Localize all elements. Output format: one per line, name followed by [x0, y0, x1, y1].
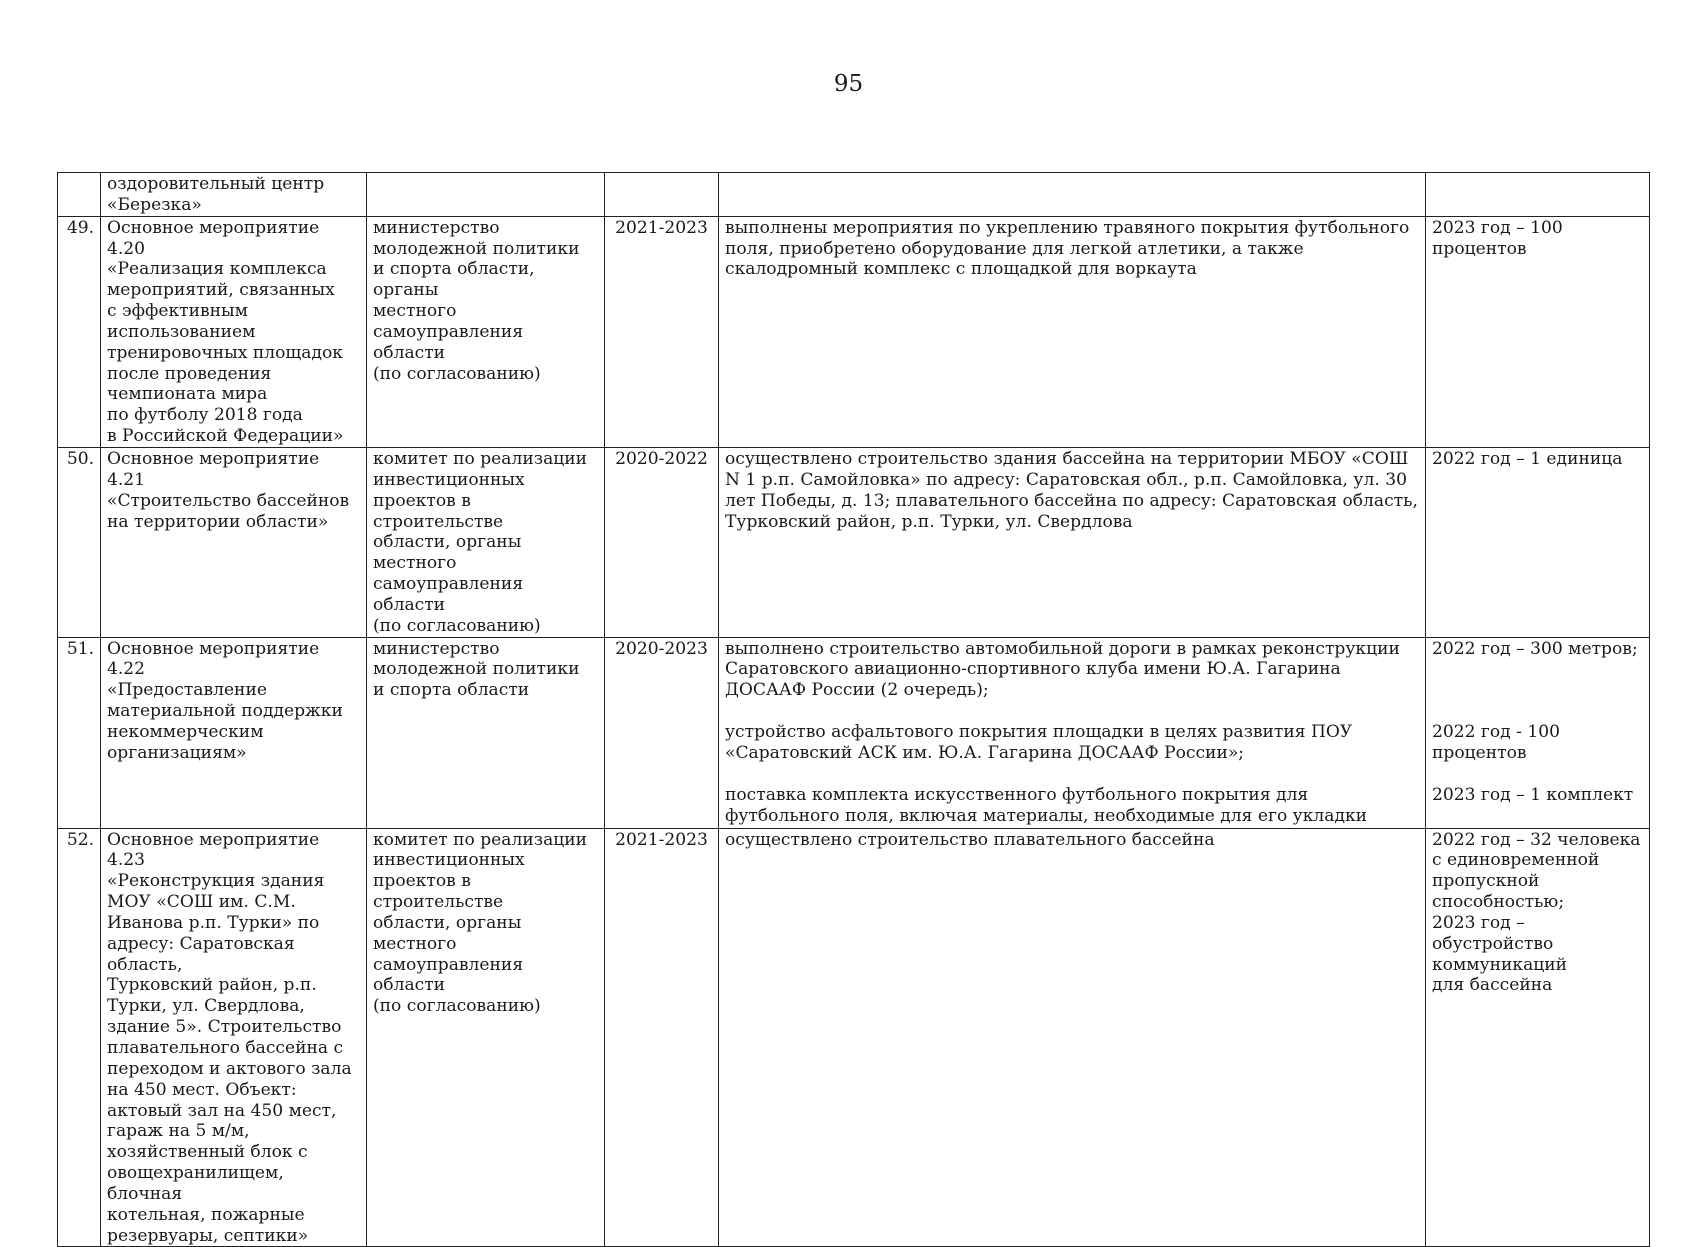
- executor-cell: министерство молодежной политики и спорта области: [367, 637, 605, 828]
- indicator-text: 2022 год – 1 единица: [1432, 448, 1623, 469]
- event-cell: Основное мероприятие 4.23 «Реконструкция здания МОУ «СОШ им. С.М. Иванова р.п. Турки» по адресу: Саратовская область, Турковский район, р.п. Турки, ул. Свердлова, здание 5». Строительство плавательного бассейна с переходом и актового зала на 450 мест. Объект: актовый зал на 450 мест, гараж на 5 м/м, хозяйственный блок с овощехранилищем, блочная котельная, пожарные резервуары, септики»: [101, 828, 367, 1247]
- period-cell: [605, 173, 719, 217]
- indicator-text: 2022 год - 100 процентов: [1432, 722, 1560, 763]
- period-cell: 2020-2023: [605, 637, 719, 828]
- event-cell: оздоровительный центр «Березка»: [101, 173, 367, 217]
- executor-cell: [367, 173, 605, 217]
- indicator-cell: [1426, 637, 1650, 828]
- indicator-cell: [1426, 173, 1650, 217]
- row-number: 51.: [58, 637, 101, 828]
- executor-cell: комитет по реализации инвестиционных проектов в строительстве области, органы местного самоуправления области (по согласованию): [367, 447, 605, 637]
- result-text: поставка комплекта искусственного футбольного покрытия для футбольного поля, включая материалы, необходимые для его укладки: [725, 784, 1368, 826]
- result-text: осуществлено строительство плавательного бассейна: [725, 829, 1215, 850]
- executor-cell: комитет по реализации инвестиционных проектов в строительстве области, органы местного самоуправления области (по согласованию): [367, 828, 605, 1247]
- result-text: [725, 174, 1420, 195]
- table-row: [58, 216, 1650, 447]
- indicator-cell: [1426, 828, 1650, 1247]
- indicator-text: 2023 год – 1 комплект: [1432, 784, 1634, 805]
- events-table: [57, 172, 1650, 1247]
- table-row: [58, 828, 1650, 1247]
- event-cell: Основное мероприятие 4.22 «Предоставление материальной поддержки некоммерческим организациям»: [101, 637, 367, 828]
- table-row: [58, 637, 1650, 828]
- row-number: 49.: [58, 216, 101, 447]
- event-cell: Основное мероприятие 4.21 «Строительство бассейнов на территории области»: [101, 447, 367, 637]
- indicator-cell: [1426, 447, 1650, 637]
- result-cell: [719, 216, 1426, 447]
- event-cell: Основное мероприятие 4.20 «Реализация комплекса мероприятий, связанных с эффективным использованием тренировочных площадок после проведения чемпионата мира по футболу 2018 года в Российской Федерации»: [101, 216, 367, 447]
- indicator-cell: [1426, 216, 1650, 447]
- table-row: [58, 447, 1650, 637]
- row-number: [58, 173, 101, 217]
- result-cell: [719, 637, 1426, 828]
- row-number: 52.: [58, 828, 101, 1247]
- result-text: осуществлено строительство здания бассейна на территории МБОУ «СОШ N 1 р.п. Самойловка» по адресу: Саратовская обл., р.п. Самойловка, ул. 30 лет Победы, д. 13; плавательного бассейна по адресу: Саратовская область, Турковский район, р.п. Турки, ул. Свердлова: [725, 448, 1418, 532]
- period-cell: 2020-2022: [605, 447, 719, 637]
- result-text: выполнены мероприятия по укреплению травяного покрытия футбольного поля, приобретено оборудование для легкой атлетики, а также скалодромный комплекс с площадкой для воркаута: [725, 217, 1410, 280]
- result-cell: [719, 828, 1426, 1247]
- executor-cell: министерство молодежной политики и спорта области, органы местного самоуправления области (по согласованию): [367, 216, 605, 447]
- indicator-text: [1432, 174, 1644, 195]
- table-row: [58, 173, 1650, 217]
- indicator-text: 2022 год – 32 человека с единовременной пропускной способностью; 2023 год – обустройство коммуникаций для бассейна: [1432, 829, 1641, 996]
- row-number: 50.: [58, 447, 101, 637]
- result-cell: [719, 173, 1426, 217]
- result-text: устройство асфальтового покрытия площадки в целях развития ПОУ «Саратовский АСК им. Ю.А. Гагарина ДОСААФ России»;: [725, 722, 1353, 763]
- period-cell: 2021-2023: [605, 216, 719, 447]
- result-cell: [719, 447, 1426, 637]
- indicator-text: 2023 год – 100 процентов: [1432, 217, 1563, 259]
- result-text: выполнено строительство автомобильной дороги в рамках реконструкции Саратовского авиационно-спортивного клуба имени Ю.А. Гагарина ДОСААФ России (2 очередь);: [725, 638, 1400, 701]
- page-number: 95: [833, 71, 864, 97]
- indicator-text: 2022 год – 300 метров;: [1432, 638, 1638, 659]
- period-cell: 2021-2023: [605, 828, 719, 1247]
